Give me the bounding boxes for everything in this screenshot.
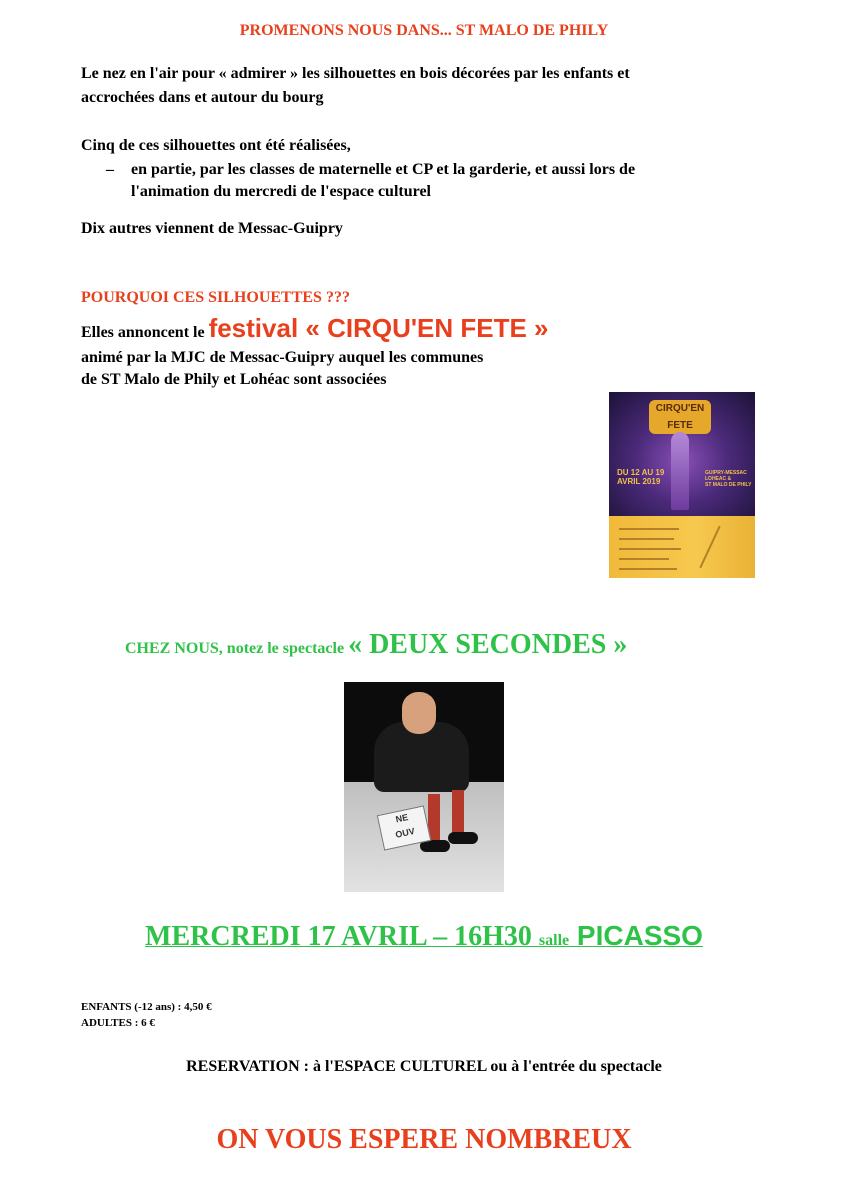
poster-program <box>609 516 755 578</box>
chez-nous-small: CHEZ NOUS, notez le spectacle <box>125 640 349 657</box>
poster-place-line-2: LOHEAC & <box>705 476 732 482</box>
bullet-line-2: l'animation du mercredi de l'espace culturel <box>131 183 431 200</box>
salle-name: PICASSO <box>569 920 703 951</box>
poster-dates-line-2: AVRIL 2019 <box>617 477 661 486</box>
intro-line-1: Le nez en l'air pour « admirer » les silhouettes en bois décorées par les enfants et <box>81 65 630 82</box>
poster-place <box>705 470 752 488</box>
poster-program-line <box>619 568 677 570</box>
photo-shoe <box>448 832 478 844</box>
poster-logo-line-2: FETE <box>667 420 693 431</box>
date-line <box>0 916 848 961</box>
photo-leg <box>452 790 464 836</box>
poster-dates <box>617 468 664 486</box>
poster-logo <box>649 400 711 434</box>
poster-program-line <box>619 528 679 530</box>
festival-poster <box>609 392 755 578</box>
page-title: PROMENONS NOUS DANS... ST MALO DE PHILY <box>239 22 609 39</box>
intro-line-2: accrochées dans et autour du bourg <box>81 89 324 106</box>
festival-name: festival « CIRQU'EN FETE » <box>208 313 549 343</box>
price-adults: ADULTES : 6 € <box>81 1017 155 1029</box>
poster-program-line <box>619 548 681 550</box>
pourquoi-line-3: de ST Malo de Phily et Lohéac sont associées <box>81 371 387 388</box>
poster-program-line <box>619 538 674 540</box>
cinq-line: Cinq de ces silhouettes ont été réalisées, <box>81 137 351 154</box>
photo-sign-line-1: NE <box>394 812 410 825</box>
poster-logo-line-1: CIRQU'EN <box>655 403 705 414</box>
poster-map-road <box>699 526 720 569</box>
poster-place-line-3: ST MALO DE PHILY <box>705 482 752 488</box>
bullet-line-1: en partie, par les classes de maternelle et CP et la garderie, et aussi lors de <box>131 161 636 178</box>
festival-line <box>81 312 549 349</box>
reservation-line: RESERVATION : à l'ESPACE CULTUREL ou à l'entrée du spectacle <box>186 1058 662 1075</box>
show-photo <box>344 682 504 892</box>
dix-line: Dix autres viennent de Messac-Guipry <box>81 220 343 237</box>
photo-performer-head <box>402 692 436 734</box>
poster-place-line-1: GUIPRY-MESSAC <box>705 470 747 476</box>
chez-nous-line <box>125 628 627 666</box>
pourquoi-line-2: animé par la MJC de Messac-Guipry auquel les communes <box>81 349 484 366</box>
poster-program-line <box>619 558 669 560</box>
date-time: MERCREDI 17 AVRIL – 16H30 <box>145 921 539 952</box>
pourquoi-heading: POURQUOI CES SILHOUETTES ??? <box>81 289 350 306</box>
price-children: ENFANTS (-12 ans) : 4,50 € <box>81 1001 212 1013</box>
poster-dates-line-1: DU 12 AU 19 <box>617 468 665 477</box>
poster-acrobat <box>671 432 689 510</box>
closing-line: ON VOUS ESPERE NOMBREUX <box>216 1124 632 1155</box>
bullet-dash: – <box>106 161 114 178</box>
photo-sign-line-2: OUV <box>394 825 416 840</box>
poster-top <box>609 392 755 516</box>
show-title: « DEUX SECONDES » <box>348 629 628 660</box>
prices <box>81 999 212 1031</box>
festival-lead: Elles annoncent le <box>81 324 209 341</box>
salle-word: salle <box>538 932 570 949</box>
